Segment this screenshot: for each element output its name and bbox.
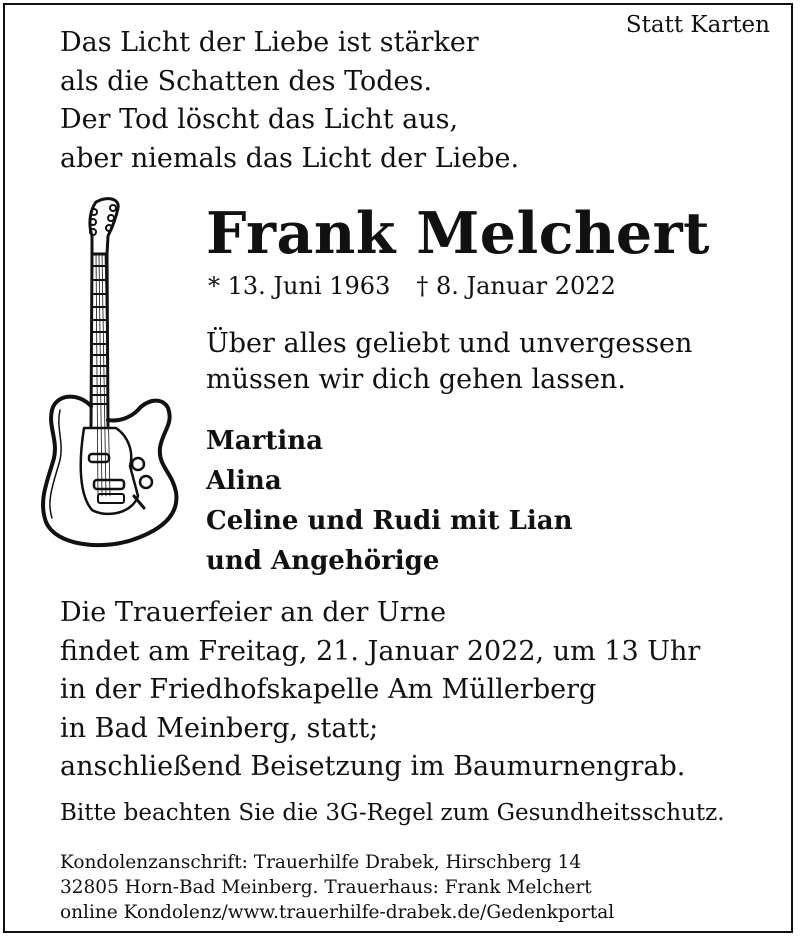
contact-line: Kondolenzanschrift: Trauerhilfe Drabek, Hirschberg 14 — [60, 852, 582, 873]
family-member: Alina — [206, 466, 282, 496]
contact-info — [60, 850, 614, 925]
birth-date: * 13. Juni 1963 — [208, 272, 391, 300]
ceremony-line: Die Trauerfeier an der Urne — [60, 597, 447, 628]
farewell-line: müssen wir dich gehen lassen. — [206, 364, 626, 395]
ceremony-line: anschließend Beisetzung im Baumurnengrab. — [60, 751, 686, 782]
quote-line: Der Tod löscht das Licht aus, — [60, 104, 459, 135]
ceremony-line: in Bad Meinberg, statt; — [60, 712, 379, 744]
family-member: und Angehörige — [206, 546, 440, 576]
family-member: Celine und Rudi mit Lian — [206, 506, 573, 536]
farewell-line: Über alles geliebt und unvergessen — [206, 328, 693, 359]
family-member: Martina — [206, 426, 323, 456]
death-date: † 8. Januar 2022 — [416, 272, 616, 300]
deceased-name: Frank Melchert — [206, 200, 710, 267]
quote-line: aber niemals das Licht der Liebe. — [60, 142, 520, 174]
quote-line: als die Schatten des Todes. — [60, 65, 432, 97]
ceremony-line: in der Friedhofskapelle Am Müllerberg — [60, 674, 597, 705]
statt-karten-label: Statt Karten — [625, 12, 770, 38]
health-rule-notice: Bitte beachten Sie die 3G-Regel zum Gesundheitsschutz. — [60, 800, 725, 826]
quote-line: Das Licht der Liebe ist stärker — [60, 27, 479, 58]
farewell-text — [206, 326, 692, 398]
ceremony-details — [60, 594, 700, 787]
contact-line: online Kondolenz/www.trauerhilfe-drabek.de/Gedenkportal — [60, 902, 615, 923]
ceremony-line: findet am Freitag, 21. Januar 2022, um 13 Uhr — [60, 635, 701, 667]
family-list — [206, 421, 573, 581]
memorial-quote — [60, 24, 519, 178]
electric-guitar-icon — [34, 196, 194, 556]
life-dates — [208, 272, 616, 300]
contact-line: 32805 Horn-Bad Meinberg. Trauerhaus: Frank Melchert — [60, 877, 592, 898]
